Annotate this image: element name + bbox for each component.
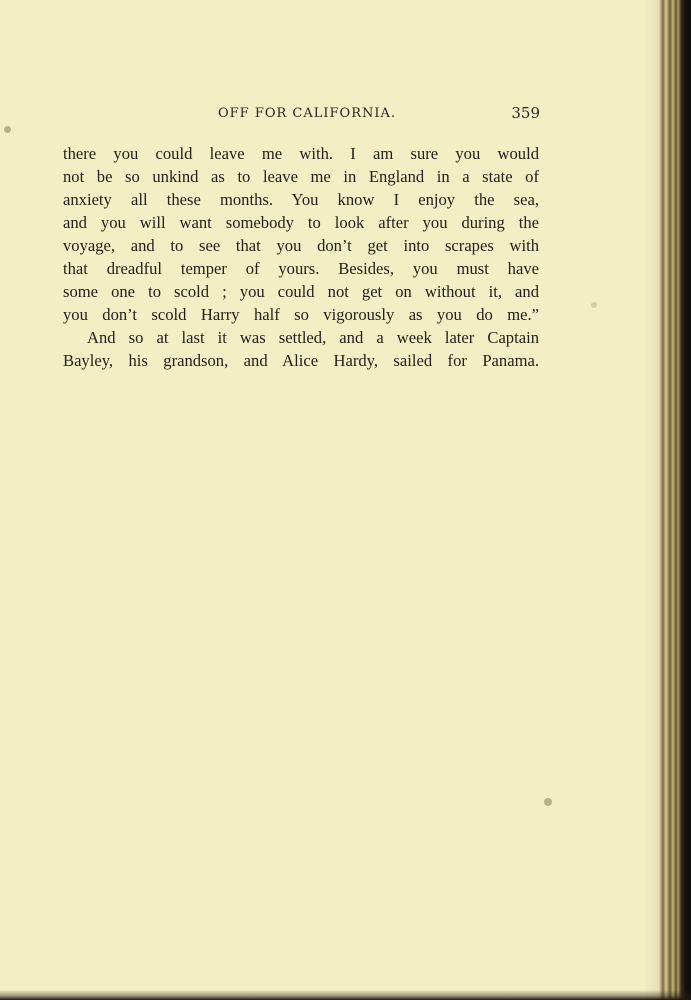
page-number: 359 [511,104,540,122]
text-line: Bayley, his grandson, and Alice Hardy, sailed for Panama. [63,351,539,370]
text-line: that dreadful temper of yours. Besides, you must have [63,259,539,278]
page-header [60,104,540,126]
page-binding-edge [645,0,691,1000]
paper-speck [544,798,552,806]
page-bottom-shadow [0,990,691,1000]
text-line: you don’t scold Harry half so vigorously as you do me.” [63,305,539,324]
body-text [63,142,539,372]
paper-speck [4,126,11,133]
paper-speck [591,302,597,308]
running-title: OFF FOR CALIFORNIA. [218,106,397,121]
text-line: there you could leave me with. I am sure you would [63,144,539,163]
text-line: voyage, and to see that you don’t get into scrapes with [63,236,539,255]
text-line: and you will want somebody to look after you during the [63,213,539,232]
text-line: not be so unkind as to leave me in England in a state of [63,167,539,186]
text-line: some one to scold ; you could not get on without it, and [63,282,539,301]
text-line: anxiety all these months. You know I enjoy the sea, [63,190,539,209]
text-line: And so at last it was settled, and a week later Captain [87,328,539,347]
